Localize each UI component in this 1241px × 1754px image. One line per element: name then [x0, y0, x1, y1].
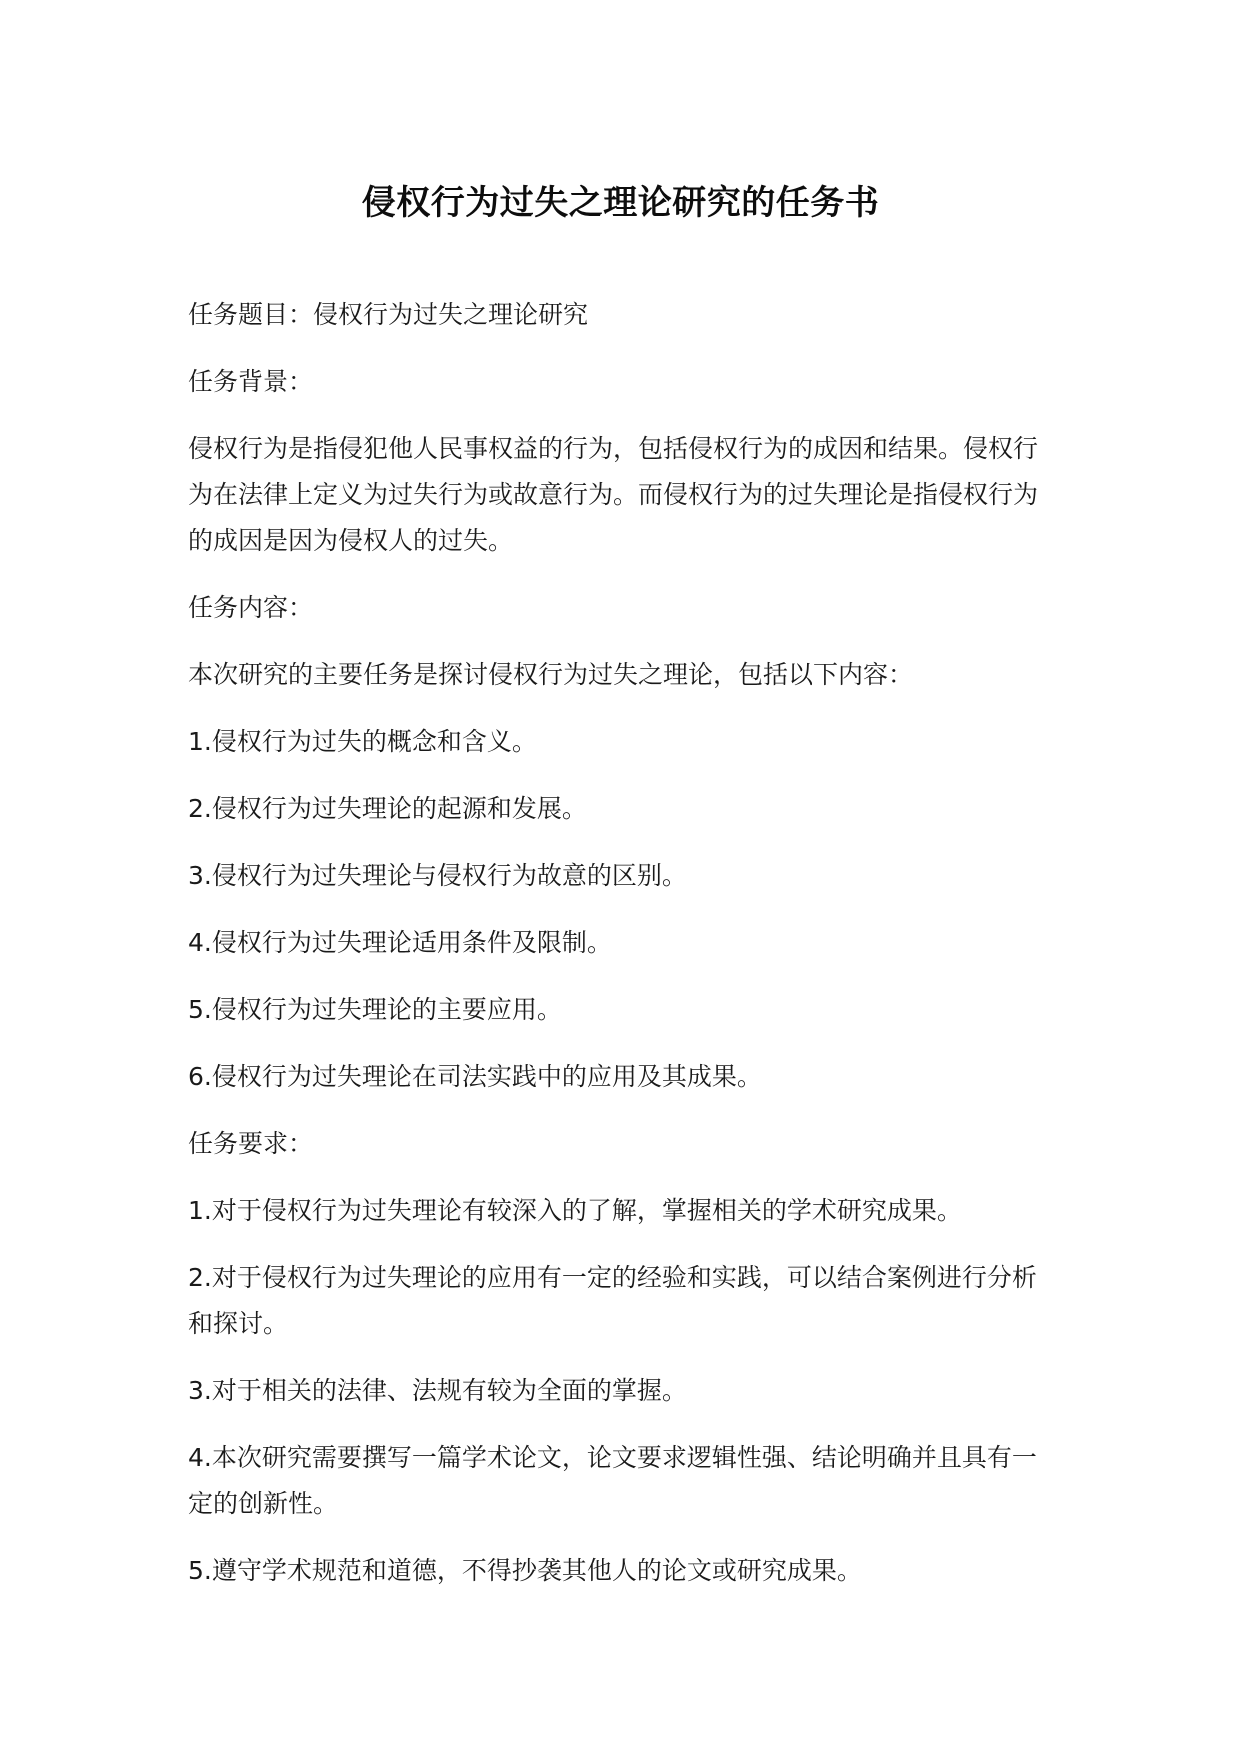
section-heading-background: 任务背景：	[188, 367, 314, 396]
content-intro-paragraph: 本次研究的主要任务是探讨侵权行为过失之理论，包括以下内容：	[188, 660, 914, 689]
document-title: 侵权行为过失之理论研究的任务书	[361, 183, 880, 223]
content-list-item: 2.侵权行为过失理论的起源和发展。	[188, 794, 587, 823]
requirement-list-item: 1.对于侵权行为过失理论有较深入的了解，掌握相关的学术研究成果。	[188, 1196, 962, 1225]
content-list-item: 3.侵权行为过失理论与侵权行为故意的区别。	[188, 861, 687, 890]
section-heading-content: 任务内容：	[188, 593, 314, 622]
content-list-item: 1.侵权行为过失的概念和含义。	[188, 727, 537, 756]
document-body	[188, 292, 1058, 1615]
requirement-list-item: 2.对于侵权行为过失理论的应用有一定的经验和实践，可以结合案例进行分析和探讨。	[188, 1263, 1037, 1338]
task-topic-line: 任务题目：侵权行为过失之理论研究	[188, 300, 589, 329]
content-list-item: 4.侵权行为过失理论适用条件及限制。	[188, 928, 612, 957]
requirement-list-item: 3.对于相关的法律、法规有较为全面的掌握。	[188, 1376, 687, 1405]
background-paragraph: 侵权行为是指侵犯他人民事权益的行为，包括侵权行为的成因和结果。侵权行为在法律上定义为过失行为或故意行为。而侵权行为的过失理论是指侵权行为的成因是因为侵权人的过失。	[188, 434, 1039, 555]
content-list-item: 6.侵权行为过失理论在司法实践中的应用及其成果。	[188, 1062, 762, 1091]
section-heading-requirements: 任务要求：	[188, 1129, 314, 1158]
requirement-list-item: 5.遵守学术规范和道德，不得抄袭其他人的论文或研究成果。	[188, 1556, 862, 1585]
requirement-list-item: 4.本次研究需要撰写一篇学术论文，论文要求逻辑性强、结论明确并且具有一定的创新性。	[188, 1443, 1037, 1518]
content-list-item: 5.侵权行为过失理论的主要应用。	[188, 995, 562, 1024]
